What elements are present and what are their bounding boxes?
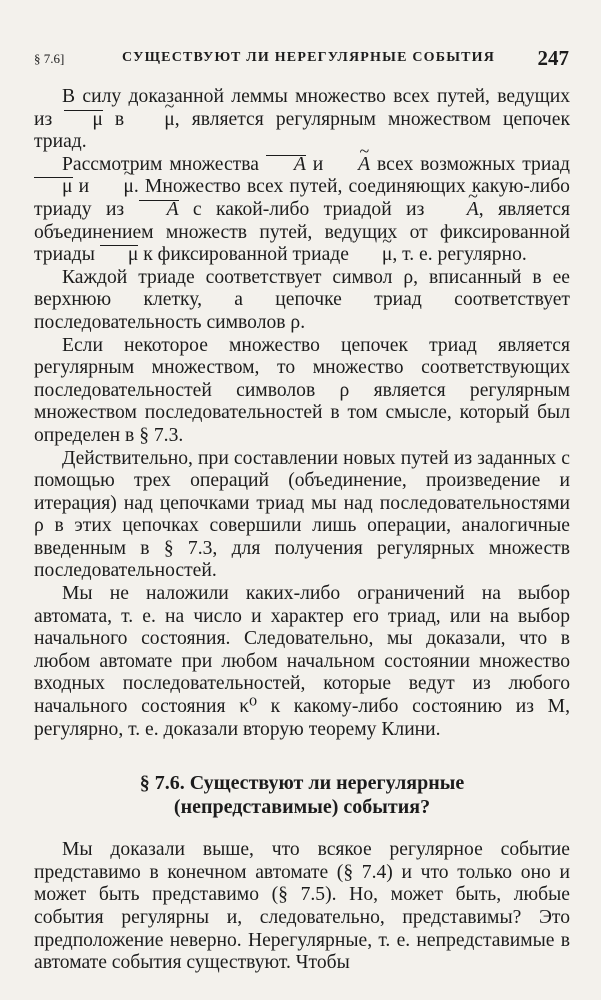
text-run: и — [72, 176, 96, 198]
set-a-tilde-symbol: ~ A — [330, 154, 370, 177]
running-title: СУЩЕСТВУЮТ ЛИ НЕРЕГУЛЯРНЫЕ СОБЫТИЯ — [122, 50, 496, 65]
section-heading-line-2: (непредставимые) события? — [173, 796, 431, 819]
mu-underbar-symbol: μ — [100, 244, 139, 267]
paragraph-4: Если некоторое множество цепочек триад является регулярным множеством, то множество соответствующих последовательностей символов ρ является регулярным множеством последовательностей в том смысле, который был определен в § 7.3. — [34, 334, 570, 446]
text-run: с какой-либо триадой из — [178, 198, 439, 220]
paragraph-5: Действительно, при составлении новых путей из заданных с помощью трех операций (объединение, произведение и итерация) над цепочками триад мы над последовательностями ρ в этих цепочках совершили лишь операции, аналогичные введенным в § 7.3, для получения регулярных множеств последовательностей. — [34, 447, 570, 582]
paragraph-7: Мы доказали выше, что всякое регулярное событие представимо в конечном автомате (§ 7.4) и что только оно и может быть представимо (§ 7.5). Но, может быть, любые события регулярны и, следовательно, представимы? Это предположение неверно. Нерегулярные, т. е. непредставимые в автомате события существуют. Чтобы — [34, 839, 570, 974]
text-run: . Множество всех путей, соединяющих какую-либо триаду из — [34, 176, 570, 220]
mu-underbar-symbol: μ — [34, 176, 73, 199]
body-text — [34, 86, 570, 975]
running-head — [34, 46, 569, 70]
mu-underbar-symbol: μ — [64, 109, 103, 132]
page-number: 247 — [537, 46, 569, 70]
mu-tilde-symbol: ~ μ — [136, 109, 175, 132]
section-reference: § 7.6] — [34, 51, 65, 66]
set-a-bar-symbol: A — [139, 199, 179, 222]
text-run: , т. е. регулярно. — [392, 244, 527, 266]
paragraph-1 — [34, 86, 570, 154]
set-a-bar-symbol: A — [266, 154, 306, 177]
text-run: , является регулярным множеством цепочек триад. — [34, 108, 570, 153]
paragraph-6: Мы не наложили каких-либо ограничений на выбор автомата, т. е. на число и характер его триад, или на выбор начального состояния. Следовательно, мы доказали, что в любом автомате при любом начальном состоянии множество входных последовательностей, которые ведут из любого начального состояния κ⁰ к какому-либо состоянию из M, регулярно, т. е. доказали вторую теорему Клини. — [34, 583, 570, 740]
mu-tilde-symbol: ~ μ — [95, 176, 134, 199]
paragraph-2 — [34, 154, 570, 267]
text-run: , является объединением множеств путей, ведущих от фиксированной триады — [34, 198, 570, 266]
set-a-tilde-symbol: ~ A — [439, 199, 479, 222]
text-run: В силу доказанной леммы множество всех путей, ведущих из — [34, 86, 570, 130]
text-run: всех возможных триад — [370, 153, 571, 175]
paragraph-3: Каждой триаде соответствует символ ρ, вписанный в ее верхнюю клетку, а цепочке триад соответствует последовательность символов ρ. — [34, 266, 570, 333]
section-heading — [34, 771, 570, 819]
text-run: и — [305, 153, 331, 175]
text-run: к фиксированной триаде — [138, 244, 354, 266]
text-run: Рассмотрим множества — [62, 153, 266, 175]
mu-tilde-symbol: ~ μ — [354, 244, 393, 267]
text-run: в — [102, 108, 137, 130]
section-heading-line-1: § 7.6. Существуют ли нерегулярные — [139, 772, 465, 795]
